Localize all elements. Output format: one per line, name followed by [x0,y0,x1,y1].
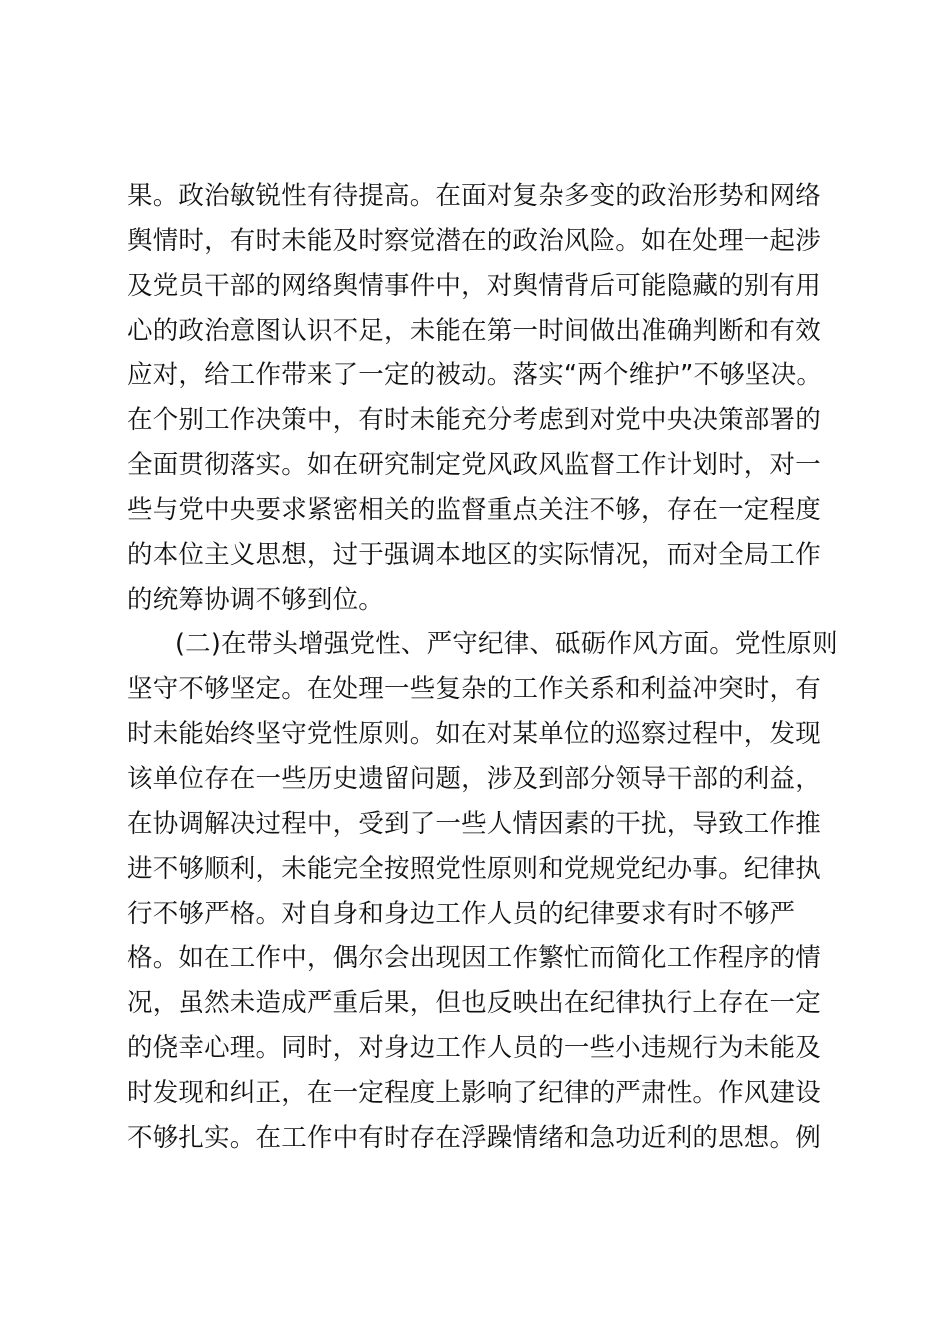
text-line: 该单位存在一些历史遗留问题，涉及到部分领导干部的利益， [127,763,821,794]
text-line: 的侥幸心理。同时，对身边工作人员的一些小违规行为未能及 [127,1033,821,1064]
text-line: 的统筹协调不够到位。 [127,584,385,615]
text-line: 时未能始终坚守党性原则。如在对某单位的巡察过程中，发现 [127,719,821,750]
text-line: 格。如在工作中，偶尔会出现因工作繁忙而简化工作程序的情 [127,943,821,974]
text-line: 些与党中央要求紧密相关的监督重点关注不够，存在一定程度 [127,494,821,525]
text-line: 行不够严格。对自身和身边工作人员的纪律要求有时不够严 [127,898,796,929]
text-line: 坚守不够坚定。在处理一些复杂的工作关系和利益冲突时，有 [127,674,821,705]
text-line: 进不够顺利，未能完全按照党性原则和党规党纪办事。纪律执 [127,853,821,884]
text-line: 全面贯彻落实。如在研究制定党风政风监督工作计划时，对一 [127,450,821,481]
text-line: 果。政治敏锐性有待提高。在面对复杂多变的政治形势和网络 [127,181,821,211]
text-line: 时发现和纠正，在一定程度上影响了纪律的严肃性。作风建设 [127,1077,821,1108]
text-line: 心的政治意图认识不足，未能在第一时间做出准确判断和有效 [127,315,821,346]
text-line: 况，虽然未造成严重后果，但也反映出在纪律执行上存在一定 [127,988,821,1019]
text-line: 在个别工作决策中，有时未能充分考虑到对党中央决策部署的 [127,405,821,436]
body-text [127,174,838,1161]
text-line: 在协调解决过程中，受到了一些人情因素的干扰，导致工作推 [127,808,821,839]
text-line: 不够扎实。在工作中有时存在浮躁情绪和急功近利的思想。例 [127,1122,821,1153]
text-line: 的本位主义思想，过于强调本地区的实际情况，而对全局工作 [127,539,821,570]
text-line: 及党员干部的网络舆情事件中，对舆情背后可能隐藏的别有用 [127,270,821,301]
text-line: 舆情时，有时未能及时察觉潜在的政治风险。如在处理一起涉 [127,225,821,256]
section-heading-line: (二)在带头增强党性、严守纪律、砥砺作风方面。党性原则 [175,629,838,660]
text-line: 应对，给工作带来了一定的被动。落实“两个维护”不够坚决。 [127,360,823,391]
